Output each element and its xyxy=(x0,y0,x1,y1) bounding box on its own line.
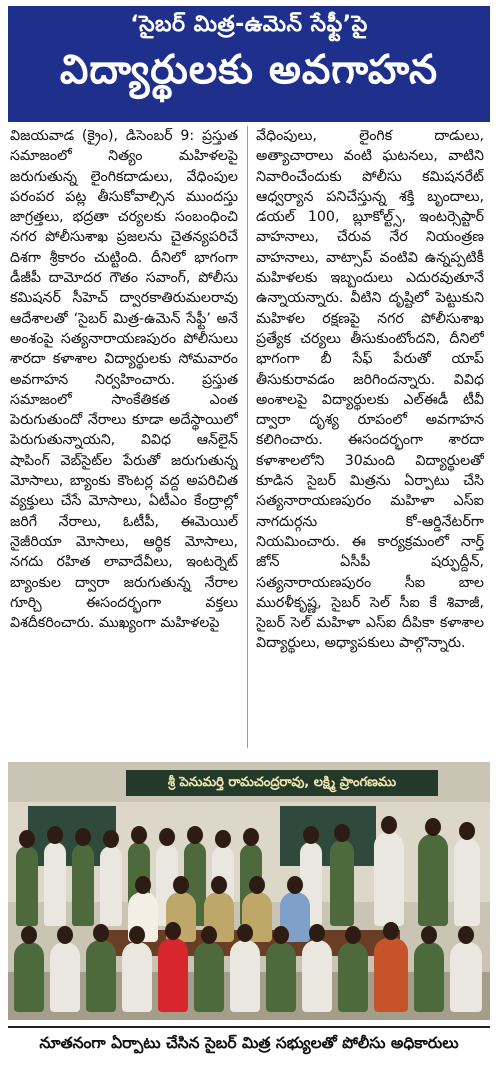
photo-person xyxy=(418,834,448,926)
photo-person xyxy=(374,832,404,926)
photo-head xyxy=(309,924,325,942)
photo-head xyxy=(201,926,217,944)
photo-person xyxy=(374,938,408,1012)
photo-head xyxy=(243,828,259,846)
photo-head xyxy=(21,926,37,944)
group-photo xyxy=(8,762,490,1020)
photo-head xyxy=(273,926,289,944)
photo-person xyxy=(50,942,80,1012)
photo-head xyxy=(425,818,441,836)
photo-person xyxy=(14,942,44,1012)
photo-head xyxy=(211,876,227,894)
photo-stage-banner: శ్రీ పెనుమర్తి రామచంద్రరావు, లక్ష్మి ప్రాంగణము xyxy=(126,770,438,796)
headline-title: విద్యార్థులకు అవగాహన xyxy=(59,47,439,93)
photo-head xyxy=(93,924,109,942)
photo-head xyxy=(103,830,119,848)
photo-head xyxy=(165,922,181,940)
photo-caption: నూతనంగా ఏర్పాటు చేసిన సైబర్ మిత్ర సభ్యులతో పోలీసు అధికారులు xyxy=(8,1026,490,1058)
photo-head xyxy=(334,824,350,842)
photo-person xyxy=(230,940,260,1012)
photo-head xyxy=(459,822,475,840)
photo-person xyxy=(44,842,66,926)
photo-head xyxy=(421,926,437,944)
photo-person xyxy=(266,942,296,1012)
photo-head xyxy=(381,816,397,834)
photo-head xyxy=(458,926,474,944)
photo-head xyxy=(187,826,203,844)
photo-head xyxy=(173,876,189,894)
photo-person xyxy=(330,840,354,926)
photo-person xyxy=(414,942,444,1012)
photo-head xyxy=(19,830,35,848)
column-divider xyxy=(247,126,248,748)
photo-head xyxy=(57,926,73,944)
photo-person xyxy=(100,846,122,926)
photo-person xyxy=(72,844,94,926)
photo-head xyxy=(237,924,253,942)
photo-person xyxy=(194,942,224,1012)
photo-head xyxy=(75,828,91,846)
photo-board-right xyxy=(280,806,376,866)
article-column-left: విజయవాడ (క్రైం), డిసెంబర్ 9: ప్రస్తుత సమాజంలో నిత్యం మహిళలపై జరుగుతున్న లైంగికదాడులు, వేధింపుల పరంపర పట్ల తీసుకోవాల్సిన ముందస్తు జాగ్రత్తలు, భద్రతా చర్యలకు సంబంధించి నగర పోలీసుశాఖ ప్రజలను చైతన్యపరిచే దిశగా శ్రీకారం చుట్టింది. దీనిలో భాగంగా డీజీపీ దామోదర గౌతం సవాంగ్, పోలీసు కమిషనర్ సీహెచ్ ద్వారకాతిరుమలరావు ఆదేశాలతో ‘సైబర్ మిత్ర-ఉమెన్ సేఫ్టీ’ అనే అంశంపై సత్యనారాయణపురం పోలీసులు శారదా కళాశాల విద్యార్థులకు సోమవారం అవగాహన నిర్వహించారు. ప్రస్తుత సమాజంలో సాంకేతికత ఎంత పెరుగుతుందో నేరాలు కూడా అదేస్థాయిలో పెరుగుతున్నాయని, వివిధ ఆన్‌లైన్ షాపింగ్ వెబ్‌సైట్‌ల పేరుతో జరుగుతున్న మోసాలు, బ్యాంకు కౌంటర్ల వద్ద అపరిచిత వ్యక్తులు చేసే మోసాలు, ఏటీఎం కేంద్రాల్లో జరిగే నేరాలు, ఓటీపీ, ఈమెయిల్ నైజీరియా మోసాలు, ఆర్థిక మోసాలు, నగదు రహిత లావాదేవీలు, ఇంటర్నెట్ బ్యాంకుల ద్వారా జరుగుతున్న నేరాల గూర్చి ఈసందర్భంగా వక్తలు విశదీకరించారు. ముఖ్యంగా మహిళలపై xyxy=(10,128,238,632)
article-body xyxy=(10,126,488,748)
photo-head xyxy=(129,926,145,944)
photo-person xyxy=(338,942,368,1012)
headline-kicker: ‘సైబర్ మిత్ర-ఉమెన్ సేఫ్టీ’పై xyxy=(130,12,368,37)
photo-head xyxy=(131,826,147,844)
photo-head xyxy=(287,876,303,894)
photo-person xyxy=(450,942,482,1012)
photo-person xyxy=(122,942,152,1012)
photo-head xyxy=(303,826,319,844)
photo-person xyxy=(16,846,38,926)
photo-head xyxy=(135,876,151,894)
photo-head xyxy=(215,830,231,848)
photo-head xyxy=(47,826,63,844)
photo-head xyxy=(159,828,175,846)
photo-person xyxy=(86,940,116,1012)
headline-banner xyxy=(8,6,490,122)
photo-person xyxy=(454,838,480,926)
photo-person xyxy=(158,938,188,1012)
photo-head xyxy=(249,876,265,894)
photo-person xyxy=(302,940,332,1012)
photo-head xyxy=(383,922,399,940)
article-column-right: వేధింపులు, లైంగిక దాడులు, అత్యాచారాలు వంటి ఘటనలు, వాటిని నివారించేందుకు పోలీసు కమిషనరేట్ ఆధ్వర్యాన పనిచేస్తున్న శక్తి బృందాలు, డయల్ 100, బ్లూకోల్ట్స్, ఇంటర్సెప్టార్ వాహనాలు, చేరువ నేర నియంత్రణ వాహనాలు, వాట్సాప్ వంటివి ఉన్నప్పటికీ మహిళలకు ఇబ్బందులు ఎదురవుతూనే ఉన్నాయన్నారు. వీటిని దృష్టిలో పెట్టుకుని మహిళల రక్షణపై నగర పోలీసుశాఖ ప్రత్యేక చర్యలు తీసుకుంటోందని, దీనిలో భాగంగా బీ సేఫ్ పేరుతో యాప్ తీసుకురావడం జరిగిందన్నారు. వివిధ అంశాలపై విద్యార్థులకు ఎల్ఈడీ టీవీ ద్వారా దృశ్య రూపంలో అవగాహన కలిగించారు. ఈసందర్భంగా శారదా కళాశాలలోని 30మంది విద్యార్థులతో కూడిన సైబర్ మిత్రను ఏర్పాటు చేసి సత్యనారాయణపురం మహిళా ఎస్ఐ నాగదుర్గను కో-ఆర్డినేటర్‌గా నియమించారు. ఈ కార్యక్రమంలో నార్త్ జోన్ ఏసీపీ షర్ఫుద్దీన్, సత్యనారాయణపురం సీఐ బాల మురళీకృష్ణ, సైబర్ సెల్ సీఐ కే శివాజీ, సైబర్ సెల్ మహిళా ఎస్ఐ దీపికా కళాశాల విద్యార్థులు, అధ్యాపకులు పాల్గొన్నారు. xyxy=(256,128,484,652)
photo-head xyxy=(345,926,361,944)
